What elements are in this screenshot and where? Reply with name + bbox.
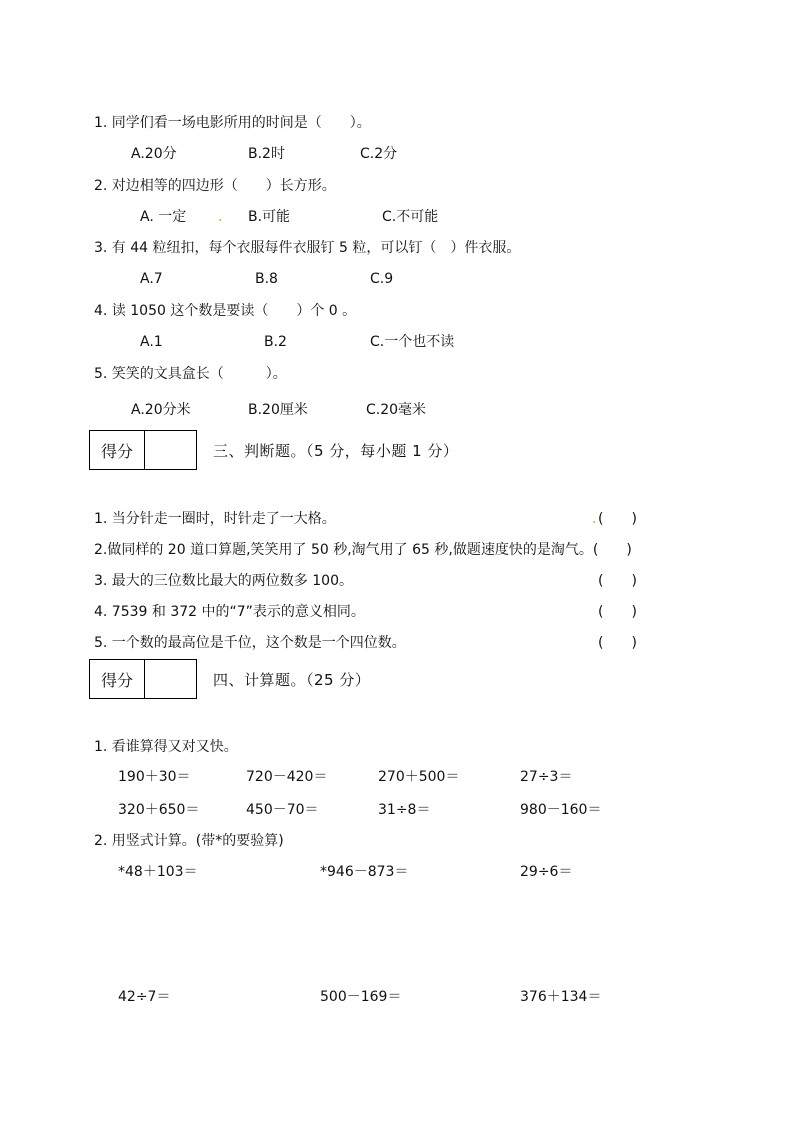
answer-parentheses: ( )	[598, 573, 637, 589]
option: A.20分	[131, 146, 177, 162]
answer-parentheses: ( )	[598, 511, 637, 527]
calc-expression: 270＋500＝	[378, 769, 460, 785]
calc-expression: 500－169＝	[320, 989, 402, 1005]
question-stem: 4. 读 1050 这个数是要读（ ）个 0 。	[94, 303, 357, 319]
option: A.20分米	[131, 402, 191, 418]
score-box	[89, 430, 197, 470]
section-title: 四、计算题。（25 分）	[213, 671, 371, 689]
score-value-cell	[145, 431, 196, 469]
calc-expression: 27÷3＝	[520, 769, 573, 785]
option: C.一个也不读	[370, 334, 455, 350]
option: A. 一定	[140, 209, 187, 225]
score-label: 得分	[90, 660, 145, 698]
score-value-cell	[145, 660, 196, 698]
score-box	[89, 659, 197, 699]
judge-item: 4. 7539 和 372 中的“7”表示的意义相同。	[94, 604, 365, 620]
option: C.2分	[360, 146, 398, 162]
question-stem: 3. 有 44 粒纽扣，每个衣服每件衣服钉 5 粒，可以钉（ ）件衣服。	[94, 240, 521, 256]
calc-expression: *48＋103＝	[118, 864, 198, 880]
judge-item: 2.做同样的 20 道口算题,笑笑用了 50 秒,淘气用了 65 秒,做题速度快的是淘气。( )	[94, 542, 632, 558]
calc-expression: *946－873＝	[320, 864, 409, 880]
answer-parentheses: ( )	[598, 635, 637, 651]
judge-item: 3. 最大的三位数比最大的两位数多 100。	[94, 573, 353, 589]
option: B.8	[255, 271, 278, 287]
stray-mark: .	[218, 209, 223, 225]
calc-expression: 720－420＝	[246, 769, 328, 785]
option: A.1	[140, 334, 163, 350]
calc-expression: 376＋134＝	[520, 989, 602, 1005]
question-stem: 1. 同学们看一场电影所用的时间是（ ）。	[94, 115, 371, 131]
question-stem: 5. 笑笑的文具盒长（ ）。	[94, 366, 287, 382]
answer-parentheses: ( )	[598, 604, 637, 620]
option: A.7	[140, 271, 163, 287]
option: C.不可能	[382, 209, 439, 225]
judge-item: 5. 一个数的最高位是千位，这个数是一个四位数。	[94, 635, 406, 651]
stray-mark: .	[592, 511, 597, 527]
calc-expression: 980－160＝	[520, 802, 602, 818]
calc-expression: 31÷8＝	[378, 802, 431, 818]
calc-expression: 29÷6＝	[520, 864, 573, 880]
option: B.2时	[248, 146, 285, 162]
option: B.20厘米	[248, 402, 308, 418]
calc-expression: 450－70＝	[246, 802, 319, 818]
option: C.20毫米	[366, 402, 427, 418]
section-title: 三、判断题。（5 分，每小题 1 分）	[213, 442, 459, 460]
calc-question-title: 2. 用竖式计算。(带*的要验算)	[94, 833, 284, 849]
question-stem: 2. 对边相等的四边形（ ）长方形。	[94, 178, 336, 194]
score-label: 得分	[90, 431, 145, 469]
calc-question-title: 1. 看谁算得又对又快。	[94, 739, 238, 755]
calc-expression: 190＋30＝	[118, 769, 191, 785]
option: B.可能	[248, 209, 291, 225]
calc-expression: 320＋650＝	[118, 802, 200, 818]
calc-expression: 42÷7＝	[118, 989, 171, 1005]
option: C.9	[370, 271, 394, 287]
option: B.2	[264, 334, 287, 350]
judge-item: 1. 当分针走一圈时，时针走了一大格。	[94, 511, 336, 527]
